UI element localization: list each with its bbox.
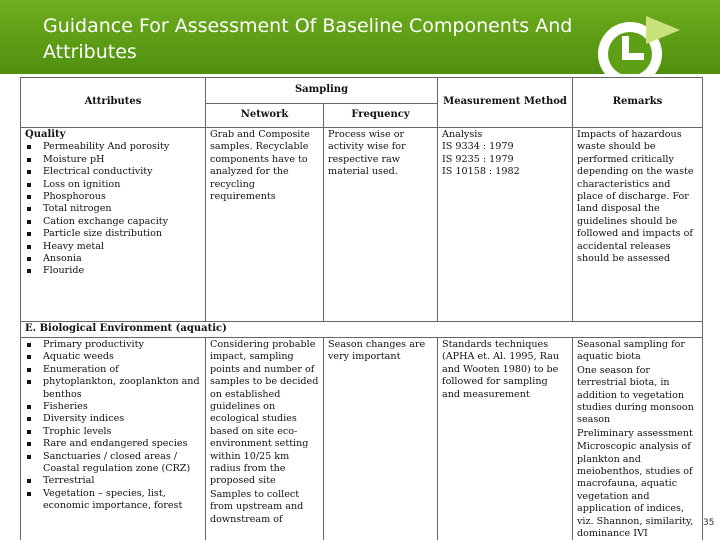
measurement-line: IS 10158 : 1982: [442, 166, 520, 178]
header-measurement-method: Measurement Method: [438, 78, 573, 128]
list-item: Fisheries: [25, 401, 201, 413]
list-item: Rare and endangered species: [25, 438, 201, 450]
list-item: Permeability And porosity: [25, 141, 201, 153]
slide-header: [0, 0, 720, 74]
table-row-bio-heading: [21, 322, 703, 338]
bio-attributes-cell: [21, 338, 206, 540]
list-item: Moisture pH: [25, 154, 201, 166]
list-item: Aquatic weeds: [25, 351, 201, 363]
quality-frequency-cell: Process wise or activity wise for respective raw material used.: [324, 128, 438, 322]
list-item: Vegetation – species, list, economic importance, forest: [25, 488, 201, 513]
quality-network-cell: Grab and Composite samples. Recyclable components have to analyzed for the recycling requirements: [206, 128, 324, 322]
header-frequency: Frequency: [324, 104, 438, 128]
table-row-bio: [21, 338, 703, 540]
slide-title-line1: Guidance For Assessment Of Baseline Components And: [43, 15, 573, 37]
slide-title: [43, 13, 603, 65]
list-item: phytoplankton, zooplankton and benthos: [25, 376, 201, 401]
list-item: Ansonia: [25, 253, 201, 265]
bio-remark-para: Preliminary assessment: [577, 427, 693, 439]
list-item: Terrestrial: [25, 475, 201, 487]
list-item: Particle size distribution: [25, 228, 201, 240]
bio-remark-para: Microscopic analysis of plankton and meiobenthos, studies of macrofauna, aquatic vegetation and application of indices, viz. Shannon, similarity, dominance IVI: [577, 441, 694, 540]
baseline-assessment-table: [20, 77, 703, 540]
bio-network-para: Samples to collect from upstream and downstream of: [210, 488, 304, 525]
quality-attribute-list: [25, 141, 201, 277]
bio-remark-para: One season for terrestrial biota, in addition to vegetation studies during monsoon season: [577, 364, 694, 426]
table-row-quality: [21, 128, 703, 322]
bio-network-cell: [206, 338, 324, 540]
quality-section-title: Quality: [25, 129, 66, 140]
quality-measurement-cell: [438, 128, 573, 322]
page-number: 35: [703, 518, 715, 528]
list-item: Flouride: [25, 265, 201, 277]
bio-remark-para: Seasonal sampling for aquatic biota: [577, 339, 686, 363]
list-item: Diversity indices: [25, 413, 201, 425]
list-item: Total nitrogen: [25, 203, 201, 215]
header-remarks: Remarks: [573, 78, 703, 128]
bio-frequency-cell: Season changes are very important: [324, 338, 438, 540]
quality-attributes-cell: [21, 128, 206, 322]
list-item: Trophic levels: [25, 426, 201, 438]
bio-remarks-cell: [573, 338, 703, 540]
list-item: Phosphorous: [25, 191, 201, 203]
bio-section-title: E. Biological Environment (aquatic): [21, 322, 703, 338]
header-sampling: Sampling: [206, 78, 438, 104]
bio-network-para: Considering probable impact, sampling points and number of samples to be decided on established guidelines on ecological studies based on site eco-environment setting within 10/25 km radius from the proposed site: [210, 339, 319, 487]
bio-measurement-cell: Standards techniques (APHA et. Al. 1995, Rau and Wooten 1980) to be followed for sampling and measurement: [438, 338, 573, 540]
bio-attribute-list: [25, 339, 201, 513]
slide-title-line2: Attributes: [43, 41, 137, 63]
header-attributes: Attributes: [21, 78, 206, 128]
quality-remarks-cell: Impacts of hazardous waste should be performed critically depending on the waste characteristics and place of discharge. For land disposal the guidelines should be followed and impacts of accidental releases should be assessed: [573, 128, 703, 322]
measurement-line: Analysis: [442, 129, 483, 140]
list-item: Loss on ignition: [25, 179, 201, 191]
list-item: Heavy metal: [25, 241, 201, 253]
measurement-line: IS 9235 : 1979: [442, 153, 514, 165]
list-item: Sanctuaries / closed areas / Coastal regulation zone (CRZ): [25, 451, 201, 476]
logo-icon: [588, 10, 688, 74]
list-item: Enumeration of: [25, 364, 201, 376]
measurement-line: IS 9334 : 1979: [442, 141, 514, 153]
list-item: Electrical conductivity: [25, 166, 201, 178]
list-item: Primary productivity: [25, 339, 201, 351]
header-network: Network: [206, 104, 324, 128]
list-item: Cation exchange capacity: [25, 216, 201, 228]
